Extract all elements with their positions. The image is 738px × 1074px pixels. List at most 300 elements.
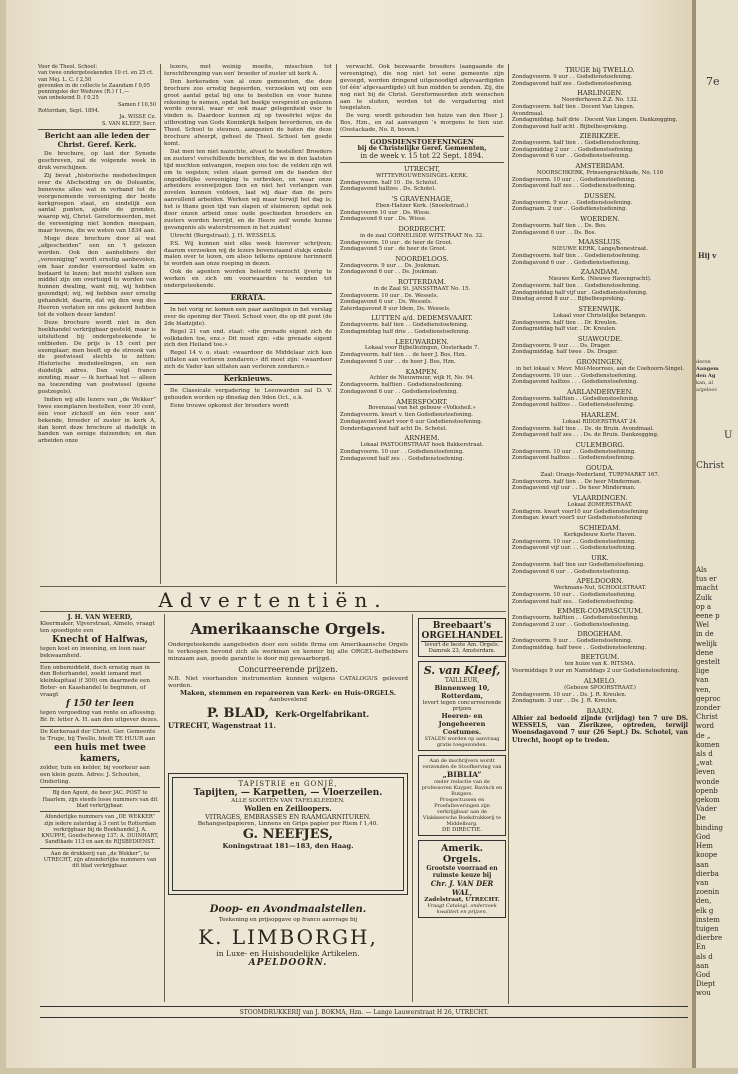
service-time: Zondagvoorm. halftien . . Godsdienstoefening. — [512, 615, 639, 622]
service-location: ten huize van K. RITSMA. — [564, 661, 636, 668]
ad-subtitle: Concurreerende prijzen. — [238, 665, 338, 674]
service-entry — [340, 226, 504, 253]
next-page-fragment: eene p — [696, 612, 720, 621]
service-entry — [512, 216, 688, 236]
orgels-ad — [168, 614, 408, 772]
ad-text: Aan de drukkerij van „de Wekker”, te UTRECHT, zijn afzonderlijke nummers van dit blad verkrijgbaar. — [43, 850, 157, 870]
service-entry — [512, 269, 688, 303]
service-place: CULEMBORG. — [575, 440, 625, 449]
services-week: in de week v. 15 tot 22 Sept. 1894. — [360, 151, 484, 160]
service-time: Dinsdag avond 8 uur . . Bijbelbespreking. — [512, 296, 626, 303]
column-divider — [336, 64, 337, 584]
ad-text: Bij den Agent, de heer JAC. POST te Haarlem, zijn steeds losse nummers van dit blad verkrijgbaar. — [42, 790, 158, 809]
article-paragraph: Ook de agenten worden beleefd verzocht ijverig te werken en zich om voorwaarden te wenden tot ondergeteekende. — [164, 269, 332, 290]
service-place: ALMELO. — [583, 676, 617, 685]
next-page-fragment: macht — [696, 584, 719, 593]
service-time: Zondagvoorm. 9 uur . . Godsdienstoefening. — [512, 199, 633, 206]
next-page-fragment: komen — [696, 740, 720, 749]
service-entry — [512, 306, 688, 333]
service-place: STEENWIJK. — [578, 304, 622, 313]
next-page-fragment: wou — [696, 989, 711, 998]
article-paragraph: Dat men ten niet nazuchte, alvast te bestellen! Broeders en zusters! verschillende berichten, die we in den laatsten tijd mochten ontvangen, roepen ons toe: de velden zijn wit om te oogsten; velen staan gereed om de banden der ongoddelijke vereeniging te verbreken, en waar onze arbeiders evenwijzigen tien en niet het verlangen van zovelen kunnen voldoen, laat wij daar dan de pers aanvullend arbeiden. Werken wij maar terwijl het dag is; het is thans geen tijd van slapen of sluimeren; opdat ook door onzen arbeid onze oude geschieden broeders en zusters worden bevrijd, en de Heere zelf wonde hunne gevangenis als waterstroomen in het zuiden! — [164, 148, 332, 231]
article-paragraph: Utrecht (Burgstraat). J. H. WESSELS. — [170, 232, 277, 239]
column-1 — [38, 64, 156, 600]
service-entry — [340, 399, 504, 433]
next-page-fragment: dene — [696, 648, 714, 657]
service-time: Zondagavond halfzes . Ds. Schotel. — [340, 186, 436, 193]
service-time: Zondagmiddag. half drie . Docent Van Lingen. Dankzegging. — [512, 117, 678, 124]
baarn-note: Alhier zal bedoeld zijnde (vrijdag) ten 7 ure DS. WESSELS, van Zierikzee, optreden, terwijl Woensdagavond 7 uur (26 Sept.) Ds. Schotel, van Utrecht, hoopt op te treden. — [512, 714, 688, 744]
next-page-fragment: U — [724, 430, 733, 441]
service-place: EMMER-COMPASCUUM. — [557, 607, 643, 616]
ad-text: VITRAGES, EMBRASSES EN RAAMGARNITUREN. — [205, 813, 371, 821]
service-time: Zondagavond 5 uur . . de heer J. Bos, Hzn. — [340, 358, 456, 365]
service-place: GRONINGEN, — [576, 357, 624, 366]
next-page-fragment: Christ — [696, 713, 718, 722]
column-divider — [508, 64, 509, 1004]
errata-paragraph: Regel 14 v. o. staat: «waardoor de Middelaar zich kan uitlaten aan verloren zondaren;» dit moet zijn: «waardoor zich de Vader kan uitlaten aan verloren zondaren.» — [164, 350, 332, 371]
next-page-fragment: lige — [696, 667, 710, 676]
service-time: Zondagmiddag half vier. . Dr. Kreulen. — [512, 326, 617, 333]
service-place: DROGEHAM. — [577, 630, 623, 639]
article-paragraph: De brochure, op last der Synode geschreven, zal de volgende week in druk verschijnen. — [38, 151, 156, 171]
service-time: Zondagvoorm. 10 uur . . Godsdienstoefening. — [512, 538, 636, 545]
service-time: Zondagvoorm. half tien . . de heer J. Bos, Hzn. — [340, 352, 467, 359]
service-time: Zondagmiddag. half twee . Ds. Drager. — [512, 349, 618, 356]
service-location: Lokaal voor Bijbellezingen, Oosterkade 7. — [364, 345, 480, 352]
service-location: Nieuwe Kerk. (Nieuwe Havengracht). — [548, 276, 652, 283]
service-entry — [340, 435, 504, 462]
next-page-edge — [696, 0, 738, 1068]
service-time: Zondagavond halfzes . . Godsdienstoefening. — [512, 402, 635, 409]
column-3 — [340, 64, 504, 600]
service-time: Zondagvoorm. half tien . . De heer Minderman. — [512, 478, 642, 485]
biblia-ad: Aan de inschrijvers wordt verzonden de Stoofkerving van „BIBLIA” onder redactie van de professoren Kuyper, Bavinck en Rutgers. Prospectussen en Proefafleveringen zijn verkrijgbaar aan de Vlakkeersche Boekdrukkerij te Middelburg. DE DIRECTIE. — [418, 755, 506, 836]
next-page-fragment: ven, — [696, 685, 711, 694]
donation-line: Voor de Theol. School: — [38, 64, 98, 70]
next-page-fragment: dierbre — [696, 934, 723, 943]
service-place: HARLINGEN. — [577, 89, 623, 98]
service-time: Zondagvoorm. half tien . . Godsdienstoefening. — [512, 282, 641, 289]
ad-text: zolder, tuin en kelder, bij voorkeur aan een klein gezin. Adres: J. Schouten, Onderling. — [40, 764, 150, 785]
service-place: SUAWOUDE. — [577, 334, 623, 343]
service-time: Zondagavond half zes . . Godsdienstoefening. — [340, 455, 465, 462]
ad-text: Kleermaker, Vijverstraat, Almelo, vraagt ten spoedigste een — [40, 620, 155, 634]
ad-address: UTRECHT, Wagenstraat 11. — [168, 721, 276, 730]
article-paragraph: Moge deze brochure door al wat „afgescheiden” een en 't gelezen worden. Ook den aanhebbers der „vereeniging” wordt ernstig aanbevolen, om haar zonder vooroordeel kalm en bedaard te lezen; het mocht zulken een middel zijn om overtuigd te worden van hunnen dwaling, want mij, wij hebben gezondigd; wij, wij hebben zeer ernstig gehandeld, daarin, dat wij den weg des Heeren verlaten en ons gekeerd hebben tot de volken deser landen! — [38, 236, 156, 318]
ad-text: Kerk-Orgelfabrikant. — [275, 709, 370, 719]
errata-title: ERRATA. — [164, 293, 332, 304]
service-time: Zondagvoorm. half tien . . Ds. de Bruin. Avondmaal. — [512, 425, 654, 432]
next-page-fragment: zonder — [696, 704, 721, 713]
news-title: Kerknieuws. — [164, 374, 332, 385]
tapistrie-ad — [168, 773, 408, 895]
service-time: Zondagmiddag half vijf uur . Godsdienstoefening. — [512, 289, 648, 296]
next-page-fragment: welijk — [696, 639, 718, 648]
service-time: Zondagnam. 2 uur . . Godsdienstoefening. — [512, 206, 628, 213]
service-entry — [512, 90, 688, 130]
ad-address: APELDOORN. — [248, 958, 328, 968]
service-location: Werkmans-Nut, SCHOOLSTRAAT. — [553, 585, 647, 592]
column-2 — [164, 64, 332, 600]
next-page-fragment: kan, al — [696, 380, 713, 386]
next-page-fragment: tus er — [696, 575, 717, 584]
donation-line: gevonden in de collecte te Zaandam f 0,05 — [38, 82, 151, 89]
ad-text: in Luxe- en Huishoudelijke Artikelen. — [216, 949, 360, 958]
next-page-number: 7e — [706, 75, 720, 88]
service-place: SCHIEDAM. — [579, 524, 621, 533]
service-time: Zondagvoorm. 10 uur . . Ds. J. R. Kreulen. — [512, 691, 627, 698]
service-time: Zondagmiddag half drie . . Godsdienstoefening. — [340, 328, 471, 335]
service-time: Zaterdagavond 8 uur Idem, Ds. Wessels. — [340, 305, 451, 312]
next-page-fragment: elk g — [696, 906, 714, 915]
service-location: Achter de Nieuwmuur, wijk H, No. 94. — [369, 375, 475, 382]
right-ads — [418, 614, 506, 1000]
service-time: Zondagavond 5 uur . de heer de Groot. — [340, 246, 447, 253]
article-paragraph: Indien wij alle lezers van „de Wekker” twee exemplaren bestellen, voor 30 cent, één voor zichzelf en één voor een' bekende, broeder of zuster in kerk A, dan komt deze brochure al dadelijk in handen van eenige duizenden; en dan arbeiden onze — [38, 396, 156, 445]
service-time: Avondmaal. — [512, 110, 544, 117]
service-time: Zondagmiddag. half twee . . Godsdienstoefening. — [512, 644, 647, 651]
next-page-fragment: de „ — [696, 731, 711, 740]
service-time: Zondagmiddag 2 uur . . Godsdienstoefening. — [512, 146, 634, 153]
kleef-ad: S. van Kleef, TAILLEUR, Binnenweg 10, Rotterdam, levert tegen concurreerende prijzen Heeren- en Jongeheeren Costumes. STALEN worden op aanvraag gratis toegezonden. — [418, 661, 506, 751]
column-divider — [412, 614, 413, 1002]
service-time: Zondagnam. 3 uur . . Ds. J. R. Kreulen. — [512, 698, 618, 705]
service-location: Lokaal PASTOORSTRAAT hoek Bakkerstraat. — [360, 442, 484, 449]
ad-text: ALLE SOORTEN VAN TAFELKLEEDEN. — [231, 798, 345, 804]
service-location: Noorderhaven Z.Z. No. 132. — [561, 97, 639, 103]
next-page-fragment: dierba — [696, 869, 719, 878]
services-subheading: bij de Christelijke Geref. Gemeenten, — [357, 144, 487, 152]
next-page-fragment: Aangem — [696, 366, 719, 372]
rule — [40, 611, 506, 612]
ad-text: De Kerkeraad der Christ. Ger. Gemeente te Truge, bij Twello, biedt TE HUUR aan — [40, 728, 156, 742]
service-entry — [512, 67, 688, 87]
service-place: AMSTERDAM. — [575, 161, 625, 170]
service-time: Zondagavond vijf uur . . De heer Minderman. — [512, 485, 636, 492]
service-entry — [512, 239, 688, 266]
service-time: Zondagvoorm. 10 uur . . Godsdienstoefening. — [340, 448, 464, 455]
service-place: DUSSEN. — [583, 191, 617, 200]
news-paragraph: De Classicale vergadering te Leeuwarden zal D. V. gehouden worden op dinsdag den 9den Oct., e.k. — [164, 387, 332, 401]
vanderwal-ad: Amerik. Orgels. Grootste voorraad en ruimste keuze bij Chr. J. VAN DER WAL, Zadelstraat, UTRECHT. Vraagt Catalogi, onderzoek kwaliteit en prijzen. — [418, 840, 506, 918]
service-entry — [512, 631, 688, 651]
article-paragraph: Den kerkeraden van al onze gemeenten, die deze brochure zoo ernstig begeerden, verzoeken wij om een groot aantal getal bij ons te bestellen en voor hunne rekening te nemen, opdat het boekje verspreid en gelezen worde overal, waar er ook maar gelegenheid voor te vinden is. Daardoor kunnen zij op tweeërlei wijze de uitbreiding van Gods Koninkrijk helpen bevorderen, en de Theol. School te steunen, aangezien de baten die deze brochure afwerpt, geheel de Theol. School ten goede komt. — [164, 78, 332, 147]
service-place: 'S GRAVENHAGE, — [391, 194, 453, 203]
next-page-fragment: binding — [696, 823, 723, 832]
service-time: Zondagavond 6 uur . . Ds. Joukman. — [340, 269, 439, 276]
service-time: Zondagvoorm. half tien . Docent Van Lingen. — [512, 103, 635, 110]
service-time: Zondagvoorm. 10 uur . de heer de Groot. — [340, 239, 453, 246]
service-entry — [512, 608, 688, 628]
article-paragraph: Zij bevat „historische mededeelingen over de Afscheiding en de Doleantie, benevens alles wat in verband tot de voorgenomende vereeniging der beide kerkgroepen staat, en eindelijk een aantal punten, ajuide de gronden, waarop wij, Christ. Gereformeerden, met de vereeniging niet konden meegaan, maar tevens, die we weten van 1834 aan. — [38, 172, 156, 235]
service-entry — [512, 708, 688, 715]
service-place: URK. — [591, 554, 609, 563]
service-time: Zondagavond half acht . Bijbelbespreking. — [512, 123, 628, 130]
sign-date: Rotterdam, Sept. 1894. — [38, 108, 100, 115]
printer-footer: STOOMDRUKKERIJ van J. BOKMA, Hzn. — Lange Lauwerstraat H 26, UTRECHT. — [40, 1006, 688, 1016]
service-entry — [512, 133, 688, 160]
ad-text: Afonderlijke nummers van „DE WEKKER” zijn iedere zaterdag à 3 cent te Rotterdam verkrijgbaar bij de Boekhandel J. A. KNUPPE, Goudscheweg 137; A. DUINHART, Sandtkade 113 en aan de RIJSBEDIENST. — [41, 814, 159, 846]
service-time: Donderdagavond half acht Ds. Schotel. — [340, 425, 447, 432]
service-location: Bovenzaal van het gebouw «Volksheil.» — [368, 405, 476, 412]
service-time: Zondagvm. kwart voor10 uur Godsdienstoefening — [512, 508, 648, 515]
ad-text: tegen vergoeding van rente en aflossing. Br. fr. letter A. H. aan den uitgever dezes. — [40, 710, 159, 723]
next-page-fragment: koope — [696, 851, 718, 860]
service-location: (Gebouw SPOORSTRAAT.) — [564, 684, 636, 691]
service-time: Zondagvoorm. kwart v. tien Godsdienstoefening. — [340, 412, 473, 419]
next-page-fragment: in de — [696, 630, 714, 639]
next-page-fragment: God — [696, 832, 711, 841]
service-entry — [340, 279, 504, 313]
service-place: AMERSFOORT. — [396, 397, 448, 406]
service-location: Eben-Haëzer Kerk. (Snoekstraat.) — [375, 202, 469, 209]
service-place: ARNHEM. — [404, 434, 440, 443]
ad-headline: een huis met twee kamers, — [54, 742, 146, 764]
service-entry — [512, 412, 688, 439]
next-page-fragment: word — [696, 722, 715, 731]
service-time: Zondagavond 6 uur . Ds. Wisse. — [340, 216, 427, 223]
service-place: BAARN. — [586, 706, 614, 715]
ad-text: Maken, stemmen en repareeren van Kerk- en Huis-ORGELS. — [180, 689, 396, 697]
service-location: Lokaal voor Christelijke belangen. — [553, 312, 647, 319]
next-page-fragment: op a — [696, 602, 712, 611]
service-location: Kerkgebouw Korte Haven. — [563, 531, 637, 538]
ad-headline: TAPISTRIE en GONJÉ, — [238, 780, 338, 788]
service-place: APELDOORN. — [576, 577, 624, 586]
service-location: Zaal: Oranje-Nederland, TURFMARKT 167. — [540, 471, 660, 478]
next-page-fragment: deron — [696, 359, 711, 365]
next-page-fragment: Als — [696, 566, 707, 574]
service-location: Lokaal RIDDERSTRAAT 24. — [562, 418, 638, 425]
article-title: Bericht aan alle leden der Christ. Geref. Kerk. — [44, 130, 150, 149]
classified-ads — [40, 614, 160, 1000]
next-page-fragment: En — [696, 943, 706, 952]
ad-name: G. NEEFJES, — [242, 827, 334, 842]
service-location: in de zaal CORNELISDE WITSTRAAT No. 32. — [360, 232, 484, 239]
service-time: Zondagvoorm. half tien . . Godsdienstoefening. — [512, 140, 641, 147]
news-paragraph: Eene trouwe opkomst der broeders wordt — [170, 402, 289, 409]
next-page-fragment: leven — [696, 768, 715, 777]
service-place: DORDRECHT. — [398, 224, 446, 233]
next-page-fragment: gestelt — [696, 658, 721, 667]
service-entry — [512, 555, 688, 575]
next-page-fragment: tuigen — [696, 924, 719, 933]
service-place: KAMPEN. — [405, 367, 439, 376]
service-entry — [512, 678, 688, 705]
next-page-fragment: a/gelooc — [696, 387, 718, 393]
service-entry — [512, 163, 688, 190]
next-page-fragment: instem — [696, 915, 720, 924]
service-place: MAASSLUIS. — [578, 238, 622, 247]
service-time: Zondagavond half zes . Godsdienstoefening. — [512, 80, 633, 87]
service-place: TRUGE bij TWELLO. — [565, 66, 635, 74]
service-entry — [340, 196, 504, 223]
service-location: WITTEVROUWENSINGEL-KERK. — [376, 172, 468, 179]
service-time: Zondagavond half zes. . Godsdienstoefening. — [512, 598, 635, 605]
column-divider — [160, 64, 161, 584]
rule — [40, 586, 506, 587]
ad-headline: Amerikaansche Orgels. — [190, 620, 386, 638]
next-page-fragment: God — [696, 970, 711, 979]
service-place: ROTTERDAM. — [398, 277, 446, 286]
ad-name: K. LIMBORGH, — [198, 925, 378, 949]
service-place: LUTTEN a/d. DEDEMSVAART. — [371, 314, 473, 323]
ad-text: Ondergeteekende aangeboden door een solide firma om Amerikaansche Orgels te verkoopen bevond zich als werkman en kenner bij alle ORGEL-liefhebbers minzaam aan, goede garantie is door mij gewaarborgd. — [168, 642, 408, 662]
ad-name: P. BLAD, — [206, 706, 270, 721]
service-time: Zondagavond 6 uur . . Godsdienstoefening. — [512, 568, 630, 575]
column-4 — [512, 64, 688, 1074]
service-entry — [512, 578, 688, 605]
total-line: Samen f 10,50 — [117, 101, 156, 108]
donation-line: van twee ondergeteekenden 10 ct. en 25 ct. — [38, 70, 154, 77]
service-time: Zondagavond vijf uur. . . Godsdienstoefening. — [512, 545, 637, 552]
service-place: AARLANDERVEEN. — [566, 387, 634, 396]
service-time: Voormiddags 9 uur en Namiddags 2 uur Godsdienstoefening. — [512, 668, 680, 675]
service-place: ZIERIKZEE. — [579, 132, 621, 141]
service-time: Zondagavond half zes . . . Ds. de Bruin. Dankzegging. — [512, 432, 659, 439]
next-page-fragment: van — [696, 878, 709, 887]
service-time: Zondagvoorm. 9 uur . . Ds. Joukman. — [340, 262, 441, 269]
ad-text: tegen kost en inwoning, en loon naar bekwaamheid. — [40, 645, 146, 659]
next-page-fragment: zoenin — [696, 888, 720, 897]
ad-text: Aanbevelend — [269, 697, 307, 703]
next-page-fragment: „wat — [696, 759, 713, 768]
service-entry — [340, 369, 504, 396]
errata-paragraph: Regel 21 van ond. staat: «die grenade eigent zich de volkdaden toe, enz.» Dit moet zijn: «die grenade eigent zich den Heiland toe.» — [164, 328, 332, 349]
service-time: Zondagvoorm. 10 uur . Ds. Wessels. — [340, 292, 439, 299]
signature: Ja. WISSE Cz. — [119, 114, 156, 121]
service-location: NIEUWE KERK, Lange/bonestraat. — [552, 246, 648, 253]
next-page-fragment: geproc — [696, 694, 721, 703]
service-place: UTRECHT, — [403, 164, 441, 173]
service-time: Zondagvoorm. 9 uur . . Godsdienstoefening. — [512, 638, 633, 645]
next-page-fragment: den Ag — [696, 373, 716, 379]
ad-name: J. H. VAN WEERD, — [67, 614, 133, 621]
next-page-fragment: aan — [696, 961, 709, 970]
next-page-fragment: Hij v — [698, 251, 717, 260]
service-entry — [340, 166, 504, 193]
next-page-fragment: Hem — [696, 842, 713, 851]
next-page-fragment: Zulk — [696, 593, 712, 602]
service-time: Zondagvoorm. half tien . . Godsdienstoefening. — [340, 322, 469, 329]
article-paragraph: Deze brochure wordt niet in den boekhandel verkrijgbaar gesteld, maar is uitsluitend bij ondergeteekende te ontbieden. De prijs is 15 cent per exemplaar; men heeft op de stroook van de postwissel slechts te zetten: Historische mededeelingen, en een duidelijk adres. Dan volgt franco zending, maar — ik herhaal het — alleen na toezending van postwissel (geene postzegels). — [38, 319, 156, 395]
service-place: NOORDELOOS. — [395, 254, 449, 263]
service-time: Zondagav. kwart voor5 uur Godsdienstoefening — [512, 515, 642, 522]
service-entry — [512, 525, 688, 552]
service-time: Zondagavond halfzes . . . Godsdienstoefening. — [512, 379, 638, 386]
ad-text: Een onbemiddeld, doch ernstig man in den Boterhandel, zoekt iemand met kleinkapitaal (f 300) om daarmede een Boter- en Kaashandel te beginnen, of vraagt — [40, 664, 151, 699]
service-place: ZAANDAM. — [580, 268, 620, 277]
breebaart-ad: Breebaart's ORGELHANDEL levert de beste Am. Orgels. Damrak 23, Amsterdam. — [418, 618, 506, 657]
next-page-fragment: als d — [696, 750, 713, 759]
service-time: Zondagvoorm. halftien . Godsdienstoefening. — [340, 382, 464, 389]
service-time: Zondagavond 6 uur . . Godsdienstoefening. — [512, 259, 630, 266]
service-entry — [340, 315, 504, 335]
service-time: Zondagvoorm 10 uur . Ds. Wisse. — [340, 209, 431, 216]
service-entry — [512, 336, 688, 356]
ad-headline: f 150 ter leen — [65, 699, 135, 710]
donation-line: van onbekend D. f 0,25 — [38, 95, 99, 102]
service-time: Zondagvoorm. 9 uur . . Godsdienstoefening. — [512, 73, 633, 80]
service-place: WOERDEN. — [580, 215, 620, 224]
services-heading: GODSDIENSTOEFENINGEN — [370, 138, 474, 147]
service-time: Zondagavond 2 uur . . Godsdienstoefening. — [512, 621, 630, 628]
service-location: NOORSCHKERK, Prinsengrachtkade, No. 116 — [536, 169, 664, 176]
service-entry — [512, 389, 688, 409]
service-time: Zondagavond 6 uur . . Godsdienstoefening. — [340, 388, 458, 395]
service-location: in het lokaal v. Mevr. Mol-Moorrees, aan de Coehoorn-Singel. — [516, 365, 684, 372]
service-entry — [512, 465, 688, 492]
service-time: Zondagvoorm. 9 uur . . . Ds. Drager. — [512, 342, 611, 349]
next-page-fragment: openb — [696, 786, 718, 795]
ad-headline: Tapijten, — Karpetten, — Vloerzeilen. — [193, 788, 383, 798]
service-entry — [512, 495, 688, 522]
ad-text: Wollen en Zeilloopers. — [244, 804, 332, 813]
service-location: Lokaal ZOMERSTRAAT. — [567, 501, 633, 508]
next-page-fragment: gekom — [696, 796, 720, 805]
service-time: Zondagvoorm. half tien . . Ds. Bos. — [512, 222, 607, 229]
service-entry — [512, 193, 688, 213]
article-text: De verg. wordt gehouden ten huize van den Heer J. Bos, Hzn., en zal aanvangen 's morgens te tien uur. (Oostackade, No. 8, boven.) — [340, 113, 504, 134]
service-time: Zondagavond 6 uur . Ds. Wessels. — [340, 299, 433, 306]
service-time: Zondagvoorm. 10 uur . . Godsdienstoefening. — [512, 448, 636, 455]
service-time: Zondagvoorm. 10 uur. . . Godsdienstoefening. — [512, 372, 638, 379]
service-time: Zondagavond kwart voor 6 uur Godsdienstoefening. — [340, 418, 483, 425]
service-time: Zondagvoorm. 10 uur . . Godsdienstoefening. — [512, 591, 636, 598]
service-time: Zondagavond half zes . . Godsdienstoefening. — [512, 183, 637, 190]
service-time: Zondagvoorm. half tien uur Godsdienstoefening. — [512, 561, 645, 568]
ad-headline: Doop- en Avondmaalstellen. — [209, 904, 367, 915]
service-place: LEEUWARDEN. — [395, 337, 449, 346]
service-time: Zondagavond 6 uur . . Godsdienstoefening. — [512, 153, 630, 160]
service-place: BEETGUM. — [580, 653, 620, 662]
column-divider — [164, 614, 165, 1002]
next-page-fragment: Christ — [696, 461, 725, 471]
service-time: Zondagvoorm. halftien . . Godsdienstoefening. — [512, 395, 639, 402]
service-time: Zondagvoorm. half tien . . Godsdienstoefening. — [512, 252, 641, 259]
donation-line: penningske der Weduwe (R.) f 1,— — [38, 89, 130, 96]
errata-paragraph: In het vorig nr. komen een paar aanlingen in het verslag over de opening der Theol. School voor, die op dit punt (de 2de bladzijde). — [164, 306, 332, 327]
next-page-fragment: aan — [696, 860, 709, 869]
next-page-fragment: den, — [696, 897, 712, 906]
ad-headline: Knecht of Halfwas, — [52, 634, 148, 645]
limborgh-ad — [168, 900, 408, 1000]
advertisements-title: Advertentiën. — [158, 588, 388, 612]
signature: S. VAN KLEEF, Secr. — [101, 120, 156, 127]
next-page-fragment: Diept — [696, 980, 716, 989]
article-paragraph: P.S. Wij kunnen niet elke week hierover schrijven; daarom verzoeken wij de lezers bovenstaand stukje enkele malen over te lezen, om alsoo telkens opnieuw herinnerd te worden aan onze roeping in dezen. — [164, 240, 332, 268]
next-page-fragment: wonde — [696, 777, 720, 786]
rule — [40, 1017, 688, 1018]
next-page-fragment: Wel — [696, 621, 710, 630]
service-place: HAARLEM. — [580, 410, 620, 419]
article-paragraph: lezers, met weinig moeite, misschien tot terechtbrenging van een' broeder of zuster uit kerk A. — [164, 64, 332, 77]
service-place: GOUDA. — [585, 464, 615, 473]
ad-address: Koningstraat 181—183, den Haag. — [222, 842, 354, 850]
service-time: Zondagavond 6 uur . . Ds. Bos. — [512, 229, 597, 236]
service-entry — [512, 442, 688, 462]
ad-text: N.B. Niet voorhanden instrumenten kunnen volgens CATALOGUS geleverd worden. — [168, 676, 408, 689]
ad-text: Behangselpapieren, Linnens en Grips papier per Riem f 1,40. — [197, 821, 379, 827]
next-page-fragment: als d — [696, 952, 713, 961]
service-location: in de Zaal St. JANSSTRAAT No. 15. — [373, 285, 471, 292]
service-time: Zondagvoorm. half tien . . Dr. Kreulen. — [512, 319, 618, 326]
service-time: Zondagvoorm. half 10 . Ds. Schotel. — [340, 179, 439, 186]
service-place: VLAARDINGEN. — [572, 494, 628, 503]
next-page-fragment: Vader — [696, 805, 717, 814]
next-page-fragment: De — [696, 814, 706, 823]
